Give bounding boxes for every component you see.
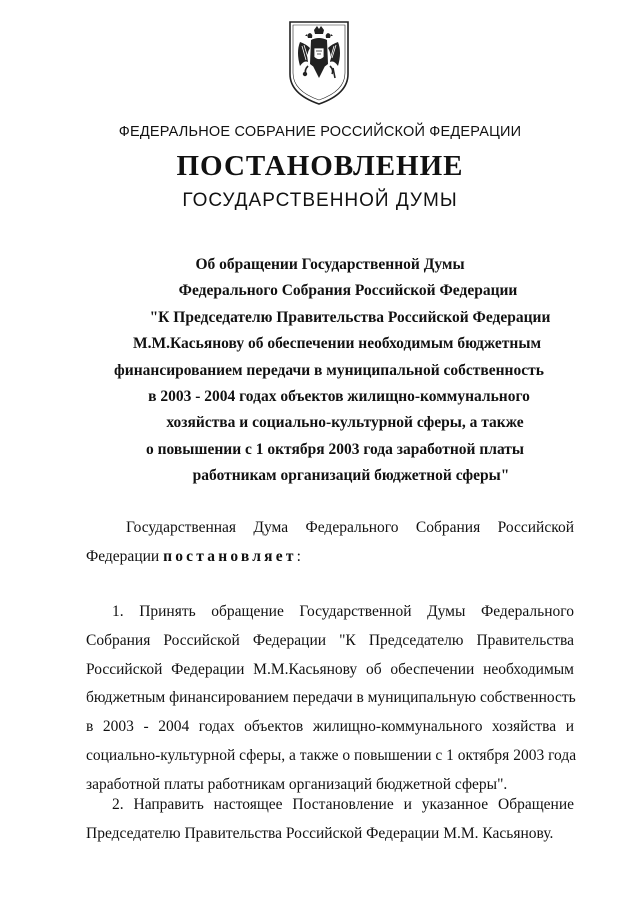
decree-keyword: постановляет xyxy=(163,547,297,565)
title-line: Федерального Собрания Российской Федерации xyxy=(178,282,518,300)
preamble-paragraph xyxy=(86,514,574,572)
item-line: заработной платы работникам организаций бюджетной сферы". xyxy=(86,775,508,793)
item-line: 2. Направить настоящее Постановление и указанное Обращение xyxy=(112,796,574,813)
decree-item-1 xyxy=(86,598,577,800)
coat-of-arms-icon xyxy=(286,16,352,108)
preamble-line xyxy=(86,543,574,572)
item-line: Собрания Российской Федерации "К Председателю Правительства xyxy=(86,631,574,649)
title-line: "К Председателю Правительства Российской Федерации xyxy=(149,308,551,326)
title-line: о повышении с 1 октября 2003 года заработной платы xyxy=(145,440,525,458)
item-line: Российской Федерации М.М.Касьянову об обеспечении необходимым xyxy=(86,660,574,678)
item-line: 1. Принять обращение Государственной Думы Федерального xyxy=(112,603,574,620)
title-line: Об обращении Государственной Думы xyxy=(195,256,465,273)
title-line: работникам организаций бюджетной сферы" xyxy=(192,467,510,485)
title-line: финансированием передачи в муниципальной собственность xyxy=(114,361,544,379)
document-type: ПОСТАНОВЛЕНИЕ xyxy=(176,150,464,182)
item-line: социально-культурной сферы, а также о повышении с 1 октября 2003 года xyxy=(86,746,577,764)
item-line: в 2003 - 2004 годах объектов жилищно-коммунального хозяйства и xyxy=(86,718,574,736)
title-line: в 2003 - 2004 годах объектов жилищно-коммунального xyxy=(148,388,530,406)
document-subtitle: ГОСУДАРСТВЕННОЙ ДУМЫ xyxy=(182,190,458,211)
preamble-line: Государственная Дума Федерального Собрания Российской xyxy=(126,519,574,536)
preamble-punct: : xyxy=(296,547,301,565)
decree-item-2 xyxy=(86,791,574,849)
resolution-title xyxy=(0,252,640,490)
title-line: хозяйства и социально-культурной сферы, а также xyxy=(166,414,524,432)
title-line: М.М.Касьянову об обеспечении необходимым бюджетным xyxy=(132,335,542,353)
item-line: Председателю Правительства Российской Федерации М.М. Касьянову. xyxy=(86,824,554,842)
item-line: бюджетным финансированием передачи в муниципальную собственность xyxy=(86,689,576,707)
organization-name: ФЕДЕРАЛЬНОЕ СОБРАНИЕ РОССИЙСКОЙ ФЕДЕРАЦИИ xyxy=(118,124,522,140)
preamble-text: Федерации xyxy=(86,547,164,565)
